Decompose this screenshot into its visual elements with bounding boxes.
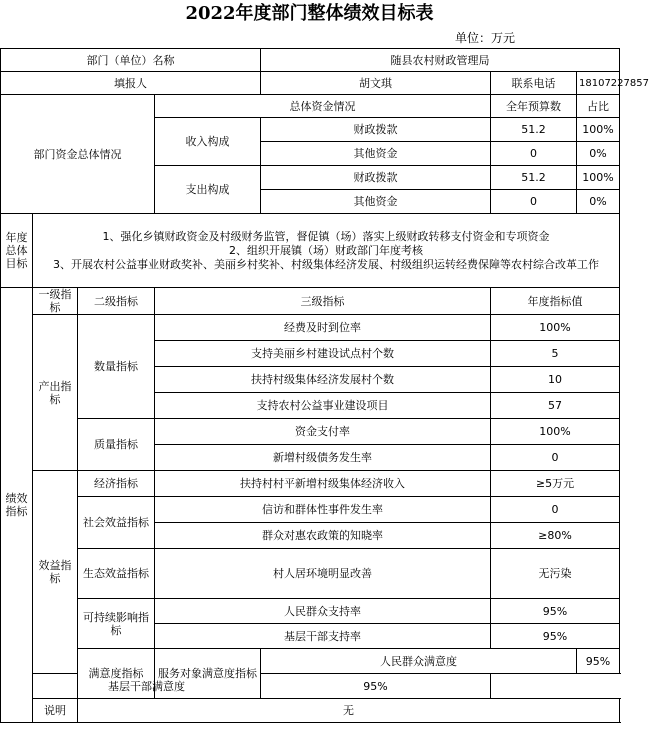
- indicator-name: 新增村级债务发生率: [155, 445, 491, 471]
- income-ratio: 0%: [577, 142, 620, 166]
- annual-goal-line: 1、强化乡镇财政资金及村级财务监管，督促镇（场）落实上级财政转移支付资金和专项资金: [102, 229, 550, 243]
- indicator-name: 村人居环境明显改善: [155, 549, 491, 599]
- note-value: 无: [78, 699, 620, 723]
- indicator-value: 95%: [491, 624, 620, 649]
- output-label: 产出指标: [33, 315, 78, 471]
- expense-ratio: 0%: [577, 190, 620, 214]
- annual-goal-line: 3、开展农村公益事业财政奖补、美丽乡村奖补、村级集体经济发展、村级组织运转经费保障等农村综合改革工作: [53, 257, 599, 271]
- indicator-name: 信访和群体性事件发生率: [155, 497, 491, 523]
- income-item: 财政拨款: [261, 118, 491, 142]
- expense-ratio: 100%: [577, 166, 620, 190]
- indicator-value: 95%: [261, 674, 491, 699]
- perf-header-l2: 二级指标: [78, 288, 155, 315]
- indicator-name: 基层干部支持率: [155, 624, 491, 649]
- indicator-name: 人民群众支持率: [155, 599, 491, 624]
- indicator-value: 100%: [491, 315, 620, 341]
- funds-header-ratio: 占比: [577, 95, 620, 118]
- indicator-name: 经费及时到位率: [155, 315, 491, 341]
- page-title: 2022年度部门整体绩效目标表: [185, 3, 434, 24]
- funds-section-label: 部门资金总体情况: [1, 95, 155, 214]
- filler-label: 填报人: [1, 72, 261, 95]
- indicator-value: 95%: [577, 649, 620, 674]
- phone-label: 联系电话: [491, 72, 577, 95]
- satisfaction-label: 满意度指标: [78, 649, 155, 699]
- performance-table: [0, 48, 649, 723]
- annual-goal-text: [33, 214, 620, 288]
- social-label: 社会效益指标: [78, 497, 155, 549]
- expense-item: 财政拨款: [261, 166, 491, 190]
- perf-header-l3: 三级指标: [155, 288, 491, 315]
- indicator-name: 资金支付率: [155, 419, 491, 445]
- indicator-value: 57: [491, 393, 620, 419]
- sustain-label: 可持续影响指标: [78, 599, 155, 649]
- expense-label: 支出构成: [155, 166, 261, 214]
- indicator-name: 扶持村村平新增村级集体经济收入: [155, 471, 491, 497]
- dept-name-value: 随县农村财政管理局: [261, 49, 620, 72]
- expense-item: 其他资金: [261, 190, 491, 214]
- indicator-value: 95%: [491, 599, 620, 624]
- funds-header-overall: 总体资金情况: [155, 95, 491, 118]
- indicator-name: 支持农村公益事业建设项目: [155, 393, 491, 419]
- perf-header-l1: 一级指标: [33, 288, 78, 315]
- quantity-label: 数量指标: [78, 315, 155, 419]
- indicator-value: ≥5万元: [491, 471, 620, 497]
- annual-goal-line: 2、组织开展镇（场）财政部门年度考核: [229, 243, 423, 257]
- income-amount: 0: [491, 142, 577, 166]
- indicator-name: 人民群众满意度: [261, 649, 577, 674]
- income-ratio: 100%: [577, 118, 620, 142]
- annual-goal-label: 年度总体目标: [1, 214, 33, 288]
- service-label: 服务对象满意度指标: [155, 649, 261, 699]
- indicator-value: 5: [491, 341, 620, 367]
- note-label: 说明: [33, 699, 78, 723]
- indicator-value: 10: [491, 367, 620, 393]
- filler-value: 胡文琪: [261, 72, 491, 95]
- indicator-value: 0: [491, 445, 620, 471]
- income-amount: 51.2: [491, 118, 577, 142]
- perf-header-value: 年度指标值: [491, 288, 620, 315]
- indicator-value: ≥80%: [491, 523, 620, 549]
- income-item: 其他资金: [261, 142, 491, 166]
- unit-label: 单位：万元: [455, 31, 516, 45]
- indicator-value: 100%: [491, 419, 620, 445]
- income-label: 收入构成: [155, 118, 261, 166]
- indicator-name: 基层干部满意度: [33, 674, 261, 699]
- perf-section-label: 绩效指标: [1, 288, 33, 723]
- dept-name-label: 部门（单位）名称: [1, 49, 261, 72]
- phone-value: 18107227857: [577, 72, 620, 95]
- quality-label: 质量指标: [78, 419, 155, 471]
- indicator-name: 扶持村级集体经济发展村个数: [155, 367, 491, 393]
- indicator-name: 支持美丽乡村建设试点村个数: [155, 341, 491, 367]
- indicator-value: 无污染: [491, 549, 620, 599]
- indicator-value: 0: [491, 497, 620, 523]
- expense-amount: 0: [491, 190, 577, 214]
- expense-amount: 51.2: [491, 166, 577, 190]
- economic-label: 经济指标: [78, 471, 155, 497]
- eco-label: 生态效益指标: [78, 549, 155, 599]
- funds-header-budget: 全年预算数: [491, 95, 577, 118]
- indicator-name: 群众对惠农政策的知晓率: [155, 523, 491, 549]
- benefit-label: 效益指标: [33, 471, 78, 674]
